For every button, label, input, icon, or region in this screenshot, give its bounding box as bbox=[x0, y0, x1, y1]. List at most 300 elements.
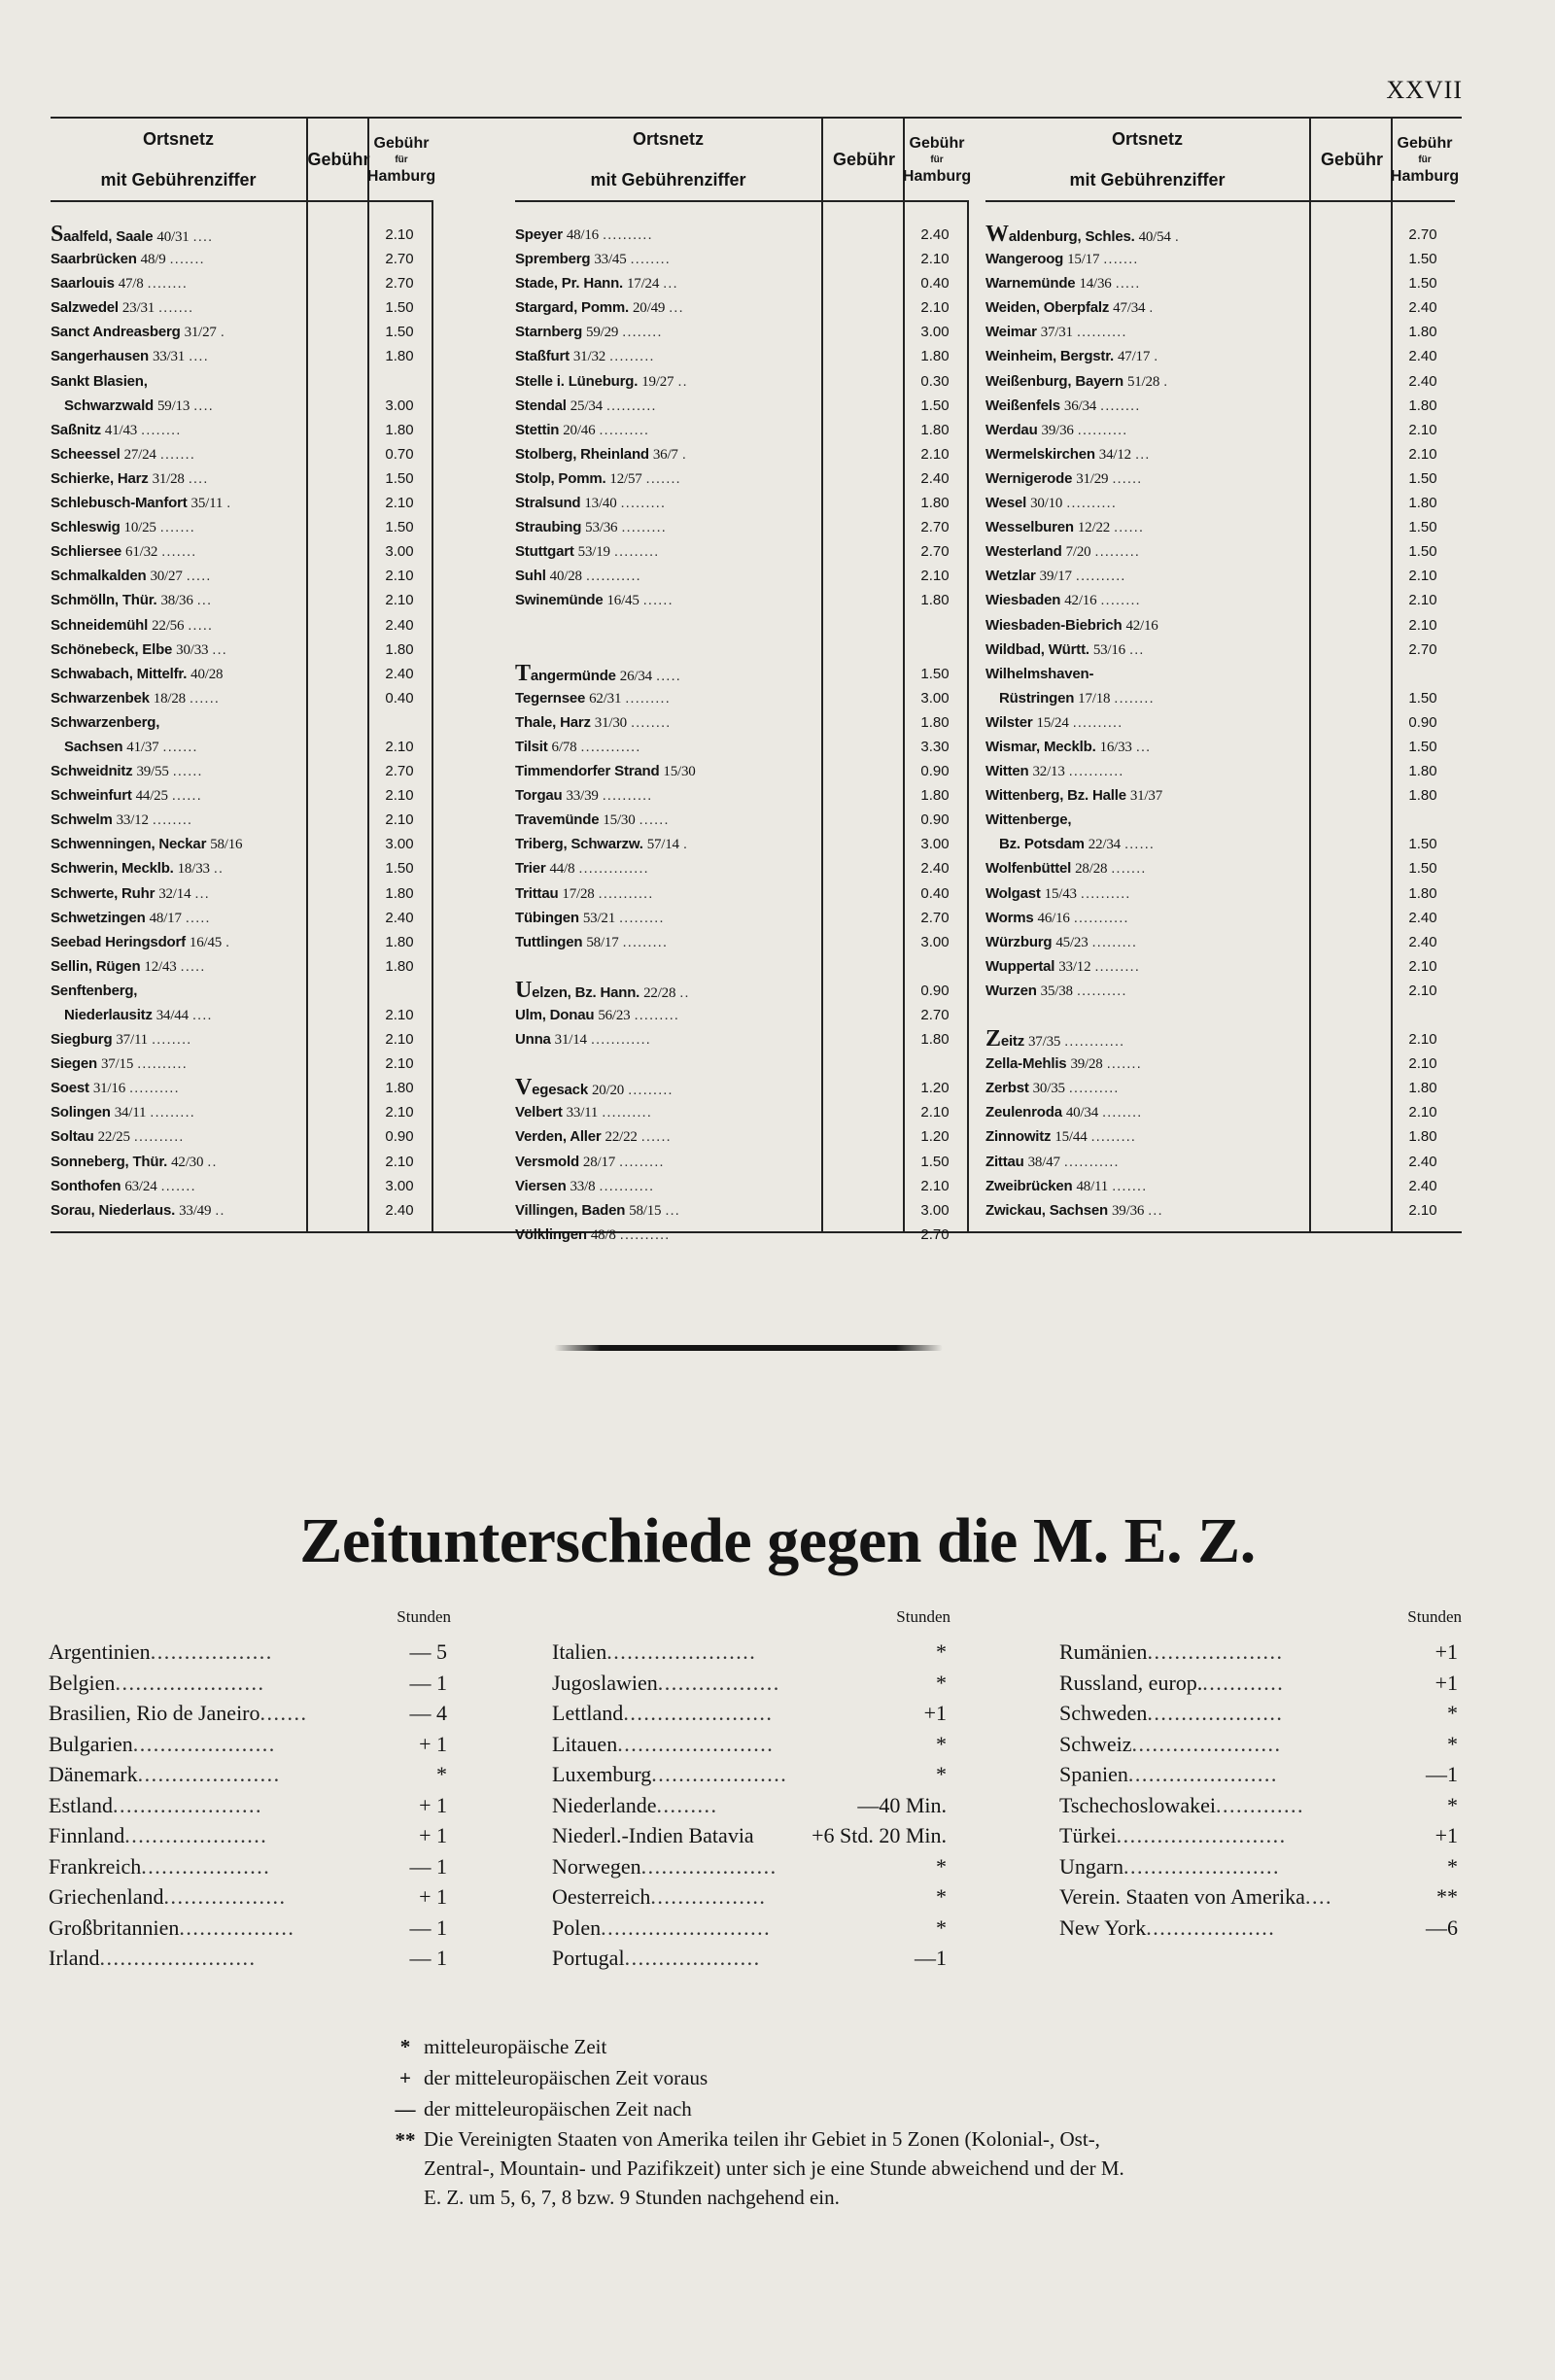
header-hamburg-line2: für bbox=[395, 154, 408, 165]
fee-code: 36/7 bbox=[652, 446, 678, 463]
country-cell bbox=[49, 1851, 389, 1881]
offset-value: +6 Std. 20 Min. bbox=[812, 1823, 947, 1847]
country-cell bbox=[49, 1790, 389, 1820]
fee-code: 37/11 bbox=[116, 1032, 148, 1049]
leader-dots: ... bbox=[1134, 445, 1151, 463]
hamburg-cell: 2.10 bbox=[385, 1007, 414, 1023]
country-cell bbox=[1059, 1637, 1400, 1667]
leader-dots: ....... bbox=[259, 1701, 308, 1725]
hamburg-cell: 2.10 bbox=[385, 811, 414, 829]
page-number: XXVII bbox=[1386, 76, 1463, 104]
place-name: Wesselburen bbox=[985, 519, 1074, 536]
place-name: Würzburg bbox=[985, 933, 1053, 950]
ortsnetz-cell bbox=[985, 588, 1301, 613]
ortsnetz-cell bbox=[51, 223, 298, 250]
leader-dots: ....... bbox=[645, 469, 681, 487]
hamburg-cell: 2.70 bbox=[1408, 640, 1437, 658]
fee-code: 30/27 bbox=[150, 569, 183, 585]
offset-value: +1 bbox=[923, 1701, 947, 1725]
place-name: Werdau bbox=[985, 421, 1038, 438]
leader-dots: ...... bbox=[1123, 836, 1155, 853]
ortsnetz-cell bbox=[515, 515, 813, 540]
leader-dots: ....... bbox=[159, 519, 195, 536]
timezone-row bbox=[552, 1881, 947, 1913]
leader-dots: ................. bbox=[650, 1884, 767, 1909]
fee-code: 33/12 bbox=[116, 812, 149, 829]
table-row bbox=[51, 1003, 432, 1027]
place-name: Velbert bbox=[515, 1104, 563, 1121]
table-row bbox=[985, 808, 1455, 832]
offset-value: * bbox=[936, 1914, 947, 1940]
ortsnetz-cell bbox=[985, 369, 1301, 395]
ortsnetz-cell bbox=[515, 1076, 813, 1103]
leader-dots: .......... bbox=[1075, 568, 1126, 585]
place-name: Starnberg bbox=[515, 324, 583, 341]
leader-dots: .. bbox=[679, 983, 690, 1001]
offset-value: * bbox=[936, 1731, 947, 1756]
offset-value: — 5 bbox=[409, 1639, 447, 1664]
leader-dots: ... bbox=[194, 884, 210, 902]
leader-dots: .......... bbox=[602, 787, 653, 805]
fee-code: 32/13 bbox=[1032, 764, 1065, 780]
hamburg-cell: 1.50 bbox=[385, 860, 414, 878]
leader-dots: ..... bbox=[185, 909, 211, 926]
hamburg-cell: 2.70 bbox=[385, 275, 414, 293]
stunden-label: Stunden bbox=[397, 1607, 451, 1626]
offset-value: —6 bbox=[1426, 1914, 1458, 1940]
leader-dots: ........... bbox=[585, 568, 641, 585]
leader-dots: ..... bbox=[188, 616, 214, 634]
ortsnetz-cell bbox=[51, 954, 298, 980]
hamburg-cell: 1.80 bbox=[385, 1080, 414, 1097]
ortsnetz-cell bbox=[51, 394, 312, 419]
header-hamburg-line3: Hamburg bbox=[366, 167, 436, 185]
fee-code: 53/36 bbox=[585, 520, 618, 536]
country-name: Lettland bbox=[552, 1701, 624, 1725]
table-row bbox=[51, 686, 432, 710]
place-name: Sachsen bbox=[64, 738, 123, 755]
fee-code: 34/12 bbox=[1098, 446, 1131, 463]
leader-dots: .... bbox=[188, 469, 209, 487]
place-name: Stuttgart bbox=[515, 543, 574, 561]
country-cell bbox=[1059, 1729, 1400, 1759]
leader-dots: . bbox=[682, 836, 688, 853]
fee-code: 33/31 bbox=[152, 349, 186, 365]
table-row bbox=[51, 1150, 432, 1174]
hamburg-cell: 1.80 bbox=[920, 495, 950, 512]
country-cell bbox=[552, 1881, 888, 1912]
header-ortsnetz-line2: mit Gebührenziffer bbox=[590, 169, 746, 190]
place-name: Solingen bbox=[51, 1104, 111, 1121]
leader-dots: ...................... bbox=[1127, 1762, 1278, 1786]
table-row bbox=[515, 295, 967, 320]
table-row bbox=[985, 1174, 1455, 1198]
rate-column-2 bbox=[515, 119, 972, 1243]
fee-code: 31/30 bbox=[594, 714, 627, 731]
hamburg-cell: 2.40 bbox=[1408, 372, 1437, 390]
table-row bbox=[51, 320, 432, 344]
hamburg-cell: 2.10 bbox=[1408, 1031, 1437, 1049]
column-header bbox=[515, 119, 972, 202]
header-ortsnetz-line2: mit Gebührenziffer bbox=[100, 169, 257, 190]
timezone-row bbox=[49, 1729, 447, 1760]
table-row bbox=[515, 856, 967, 880]
timezone-row bbox=[552, 1820, 947, 1851]
fee-code: 42/16 bbox=[1125, 617, 1158, 634]
fee-code: 33/39 bbox=[566, 788, 599, 805]
place-name: Swinemünde bbox=[515, 592, 604, 609]
hamburg-cell: 0.30 bbox=[920, 372, 950, 390]
table-row bbox=[985, 223, 1455, 247]
table-row bbox=[985, 320, 1455, 344]
fee-code: 15/43 bbox=[1044, 885, 1077, 902]
table-row bbox=[985, 564, 1455, 588]
hamburg-cell: 2.10 bbox=[920, 251, 950, 268]
table-row bbox=[985, 295, 1455, 320]
header-ortsnetz-line1: Ortsnetz bbox=[632, 128, 704, 149]
leader-dots: .... bbox=[189, 348, 209, 365]
table-row bbox=[985, 954, 1455, 979]
leader-dots: ........ bbox=[147, 275, 188, 293]
ortsnetz-cell bbox=[515, 442, 813, 467]
offset-value: * bbox=[936, 1670, 947, 1695]
ortsnetz-cell bbox=[985, 1150, 1301, 1175]
place-name: Staßfurt bbox=[515, 348, 570, 365]
fee-code: 31/32 bbox=[572, 349, 606, 365]
leader-dots: ........ bbox=[1101, 1104, 1143, 1121]
country-name: Tschechoslowakei bbox=[1059, 1792, 1216, 1817]
place-name: Wiesbaden bbox=[985, 592, 1061, 609]
place-name: Schwarzwald bbox=[64, 397, 154, 414]
rate-column-3 bbox=[985, 119, 1460, 1231]
table-row bbox=[515, 1174, 967, 1198]
country-name: Belgien bbox=[49, 1670, 116, 1695]
fee-code: 33/8 bbox=[570, 1178, 596, 1194]
timezone-rows bbox=[1059, 1637, 1458, 1943]
timezone-row bbox=[1059, 1820, 1458, 1851]
hamburg-cell: 0.70 bbox=[385, 445, 414, 463]
leader-dots: ............. bbox=[1215, 1792, 1304, 1817]
country-name: Dänemark bbox=[49, 1762, 138, 1786]
table-row bbox=[985, 394, 1455, 418]
leader-dots: .................. bbox=[150, 1639, 273, 1664]
leader-dots: ......... bbox=[1094, 543, 1140, 561]
place-name: aalfeld, Saale bbox=[63, 228, 154, 245]
ortsnetz-cell bbox=[515, 418, 813, 443]
timezone-row bbox=[49, 1943, 447, 1974]
place-name: Thale, Harz bbox=[515, 713, 591, 731]
place-name: Tübingen bbox=[515, 909, 579, 926]
header-hamburg-line2: für bbox=[1418, 154, 1432, 165]
offset-value: + 1 bbox=[419, 1884, 447, 1909]
fee-code: 22/56 bbox=[152, 617, 185, 634]
leader-dots: ......... bbox=[613, 543, 660, 561]
table-row bbox=[51, 613, 432, 638]
country-cell bbox=[552, 1698, 888, 1728]
place-name: Wilhelmshaven- bbox=[985, 665, 1094, 682]
ortsnetz-cell bbox=[51, 1198, 298, 1224]
fee-code: 58/17 bbox=[586, 934, 619, 950]
hamburg-cell: 2.40 bbox=[385, 1201, 414, 1219]
table-row bbox=[985, 881, 1455, 906]
hamburg-cell: 1.50 bbox=[1408, 251, 1437, 268]
stunden-label: Stunden bbox=[1407, 1607, 1462, 1626]
hamburg-cell: 2.40 bbox=[1408, 348, 1437, 365]
country-name: Litauen bbox=[552, 1731, 618, 1756]
leader-dots: ... bbox=[212, 640, 227, 658]
drop-initial: S bbox=[51, 223, 64, 247]
fee-code: 30/10 bbox=[1030, 496, 1063, 512]
table-row bbox=[51, 564, 432, 588]
leader-dots: ......... bbox=[609, 348, 655, 365]
table-row bbox=[985, 613, 1455, 638]
ortsnetz-cell bbox=[515, 1150, 813, 1175]
table-row bbox=[51, 759, 432, 783]
place-name: Weiden, Oberpfalz bbox=[985, 299, 1110, 317]
column-header bbox=[985, 119, 1460, 202]
place-name: Triberg, Schwarzw. bbox=[515, 836, 643, 853]
country-cell bbox=[552, 1820, 781, 1850]
leader-dots: ........... bbox=[1063, 1153, 1120, 1170]
country-cell bbox=[552, 1729, 888, 1759]
hamburg-cell: 1.80 bbox=[1408, 324, 1437, 341]
ortsnetz-cell bbox=[51, 1027, 298, 1052]
leader-dots: ................. bbox=[179, 1914, 295, 1940]
leader-dots: ........... bbox=[598, 884, 654, 902]
place-name: Weißenburg, Bayern bbox=[985, 372, 1123, 390]
place-name: Wildbad, Württ. bbox=[985, 640, 1089, 658]
fee-code: 13/40 bbox=[584, 496, 617, 512]
table-row bbox=[985, 418, 1455, 442]
hamburg-cell: 3.00 bbox=[920, 1201, 950, 1219]
leader-dots: ....... bbox=[160, 1177, 196, 1194]
drop-initial: U bbox=[515, 978, 533, 1003]
country-name: Finnland bbox=[49, 1823, 125, 1847]
leader-dots: ......... bbox=[1091, 933, 1138, 950]
fee-code: 44/8 bbox=[549, 861, 575, 878]
hamburg-cell: 2.40 bbox=[920, 860, 950, 878]
leader-dots: ....................... bbox=[617, 1731, 775, 1756]
ortsnetz-cell bbox=[51, 539, 298, 565]
fee-code: 12/43 bbox=[144, 958, 177, 975]
place-name: Wermelskirchen bbox=[985, 445, 1095, 463]
fee-code: 39/17 bbox=[1039, 569, 1072, 585]
fee-code: 12/22 bbox=[1077, 520, 1111, 536]
place-name: elzen, Bz. Hann. bbox=[532, 983, 640, 1001]
leader-dots: .................... bbox=[1147, 1701, 1284, 1725]
leader-dots: ....... bbox=[161, 543, 197, 561]
fee-code: 45/23 bbox=[1055, 934, 1088, 950]
hamburg-cell: 2.70 bbox=[920, 1225, 950, 1243]
place-name: Schwerin, Mecklb. bbox=[51, 860, 174, 878]
hamburg-cell: 3.00 bbox=[385, 397, 414, 414]
table-row bbox=[985, 515, 1455, 539]
table-row bbox=[985, 1150, 1455, 1174]
header-gebuehr-hamburg bbox=[366, 119, 436, 200]
ortsnetz-cell bbox=[51, 808, 298, 833]
table-row bbox=[515, 271, 967, 295]
country-cell bbox=[49, 1820, 389, 1850]
place-name: Wolfenbüttel bbox=[985, 860, 1072, 878]
place-name: Weimar bbox=[985, 324, 1037, 341]
timezone-rows bbox=[49, 1637, 447, 1974]
place-name: Sonneberg, Thür. bbox=[51, 1153, 168, 1170]
table-row bbox=[51, 710, 432, 735]
fee-code: 51/28 bbox=[1126, 373, 1160, 390]
fee-code: 36/34 bbox=[1063, 397, 1097, 414]
column-header bbox=[51, 119, 436, 202]
fee-code: 23/31 bbox=[121, 300, 156, 317]
fee-code: 20/46 bbox=[563, 422, 596, 438]
fee-code: 22/34 bbox=[1088, 837, 1121, 853]
place-name: Stolp, Pomm. bbox=[515, 469, 606, 487]
legend-text: Die Vereinigten Staaten von Amerika teilen ihr Gebiet in 5 Zonen (Kolonial-, Ost-, Zentral-, Mountain- und Pazifikzeit) unter sich je eine Stunde abweichend und der M. E. Z. um 5, 6, 7, 8 bzw. 9 Stunden nachgehend ein. bbox=[424, 2127, 1124, 2209]
fee-code: 31/29 bbox=[1076, 470, 1109, 487]
table-row bbox=[985, 491, 1455, 515]
table-row bbox=[51, 588, 432, 612]
place-name: Schliersee bbox=[51, 543, 122, 561]
table-row bbox=[515, 588, 967, 612]
table-row bbox=[515, 1198, 967, 1223]
fee-code: 18/28 bbox=[153, 690, 186, 707]
hamburg-cell: 1.50 bbox=[1408, 543, 1437, 561]
hamburg-cell: 2.10 bbox=[920, 445, 950, 463]
country-name: Griechenland bbox=[49, 1884, 164, 1909]
ortsnetz-cell bbox=[515, 1223, 813, 1248]
ortsnetz-cell bbox=[51, 735, 312, 760]
leader-dots: ... bbox=[196, 592, 213, 609]
hamburg-cell: 3.00 bbox=[385, 836, 414, 853]
offset-value: —1 bbox=[1426, 1762, 1458, 1786]
ortsnetz-cell bbox=[51, 1076, 298, 1101]
leader-dots: . bbox=[220, 324, 225, 341]
hamburg-cell: 1.50 bbox=[1408, 836, 1437, 853]
place-name: Wuppertal bbox=[985, 957, 1055, 975]
table-row bbox=[515, 223, 967, 247]
place-name: Saßnitz bbox=[51, 421, 101, 438]
fee-code: 18/33 bbox=[177, 861, 210, 878]
country-cell bbox=[1059, 1881, 1400, 1912]
place-name: Saarlouis bbox=[51, 275, 115, 293]
leader-dots: . bbox=[1154, 348, 1159, 365]
place-name: Verden, Aller bbox=[515, 1128, 602, 1146]
ortsnetz-cell bbox=[985, 759, 1301, 784]
hamburg-cell: 1.80 bbox=[1408, 763, 1437, 780]
hamburg-cell: 1.80 bbox=[920, 713, 950, 731]
fee-code: 31/16 bbox=[92, 1081, 125, 1097]
rate-table bbox=[51, 117, 1462, 1243]
table-row bbox=[51, 808, 432, 832]
ortsnetz-cell bbox=[515, 564, 813, 589]
leader-dots: .................... bbox=[624, 1946, 761, 1970]
fee-code: 15/24 bbox=[1036, 714, 1069, 731]
hamburg-cell: 1.50 bbox=[385, 469, 414, 487]
ortsnetz-cell bbox=[51, 832, 298, 857]
fee-code: 26/34 bbox=[619, 668, 652, 684]
table-row bbox=[985, 1124, 1455, 1149]
hamburg-cell: 1.80 bbox=[1408, 1080, 1437, 1097]
offset-value: +1 bbox=[1434, 1823, 1458, 1847]
fee-code: 59/29 bbox=[586, 325, 619, 341]
fee-code: 46/16 bbox=[1037, 910, 1070, 926]
leader-dots: .......... bbox=[1076, 982, 1127, 999]
place-name: Wittenberge, bbox=[985, 811, 1072, 829]
leader-dots: ............ bbox=[1064, 1033, 1125, 1051]
section-divider bbox=[554, 1345, 943, 1351]
hamburg-cell: 2.40 bbox=[1408, 299, 1437, 317]
place-name: Wolgast bbox=[985, 884, 1041, 902]
fee-code: 31/27 bbox=[184, 325, 217, 341]
leader-dots: ...... bbox=[642, 592, 674, 609]
country-name: Estland bbox=[49, 1792, 113, 1817]
leader-dots: ........ bbox=[152, 811, 193, 829]
offset-value: +1 bbox=[1434, 1639, 1458, 1664]
ortsnetz-cell bbox=[51, 686, 298, 711]
hamburg-cell: 1.80 bbox=[385, 933, 414, 950]
fee-code: 28/28 bbox=[1075, 861, 1108, 878]
hamburg-cell: 0.90 bbox=[920, 811, 950, 829]
drop-initial: W bbox=[985, 223, 1009, 247]
leader-dots: ... bbox=[1128, 640, 1145, 658]
fee-code: 15/30 bbox=[603, 812, 636, 829]
leader-dots: .................... bbox=[640, 1853, 778, 1879]
ortsnetz-cell bbox=[985, 320, 1301, 345]
ortsnetz-cell bbox=[515, 979, 813, 1006]
country-cell bbox=[1059, 1759, 1400, 1789]
leader-dots: .......... bbox=[1072, 713, 1123, 731]
table-row bbox=[985, 979, 1455, 1003]
hamburg-cell: 1.50 bbox=[920, 1153, 950, 1170]
hamburg-cell: 2.40 bbox=[920, 226, 950, 243]
table-row bbox=[515, 1223, 967, 1247]
offset-value: * bbox=[936, 1853, 947, 1879]
leader-dots: ........ bbox=[622, 324, 663, 341]
country-name: Jugoslawien bbox=[552, 1670, 658, 1695]
table-row bbox=[51, 638, 432, 662]
hamburg-cell: 3.00 bbox=[385, 543, 414, 561]
country-name: Italien bbox=[552, 1639, 607, 1664]
hamburg-cell: 0.40 bbox=[920, 884, 950, 902]
place-name: Torgau bbox=[515, 787, 563, 805]
table-row bbox=[515, 979, 967, 1003]
fee-code: 48/8 bbox=[590, 1226, 616, 1243]
timezone-row bbox=[552, 1698, 947, 1729]
place-name: Schweinfurt bbox=[51, 787, 132, 805]
hamburg-cell: 2.40 bbox=[1408, 933, 1437, 950]
country-name: Irland bbox=[49, 1946, 100, 1970]
header-hamburg-line2: für bbox=[930, 154, 944, 165]
timezone-row bbox=[1059, 1913, 1458, 1944]
place-name: Weinheim, Bergstr. bbox=[985, 348, 1114, 365]
fee-code: 57/14 bbox=[646, 837, 679, 853]
table-row bbox=[985, 686, 1455, 710]
place-name: angermünde bbox=[530, 667, 616, 684]
timezone-row bbox=[49, 1759, 447, 1790]
place-name: Scheessel bbox=[51, 445, 121, 463]
table-row bbox=[985, 247, 1455, 271]
ortsnetz-cell bbox=[51, 710, 298, 736]
column-rule bbox=[432, 200, 433, 1231]
table-row bbox=[985, 588, 1455, 612]
country-cell bbox=[552, 1637, 888, 1667]
stunden-label: Stunden bbox=[896, 1607, 950, 1626]
header-ortsnetz-line2: mit Gebührenziffer bbox=[1069, 169, 1226, 190]
hamburg-cell: 1.50 bbox=[1408, 689, 1437, 707]
fee-code: 59/13 bbox=[156, 397, 190, 414]
leader-dots: ... bbox=[663, 275, 678, 293]
leader-dots: .. bbox=[213, 860, 225, 878]
fee-code: 53/16 bbox=[1092, 641, 1125, 658]
